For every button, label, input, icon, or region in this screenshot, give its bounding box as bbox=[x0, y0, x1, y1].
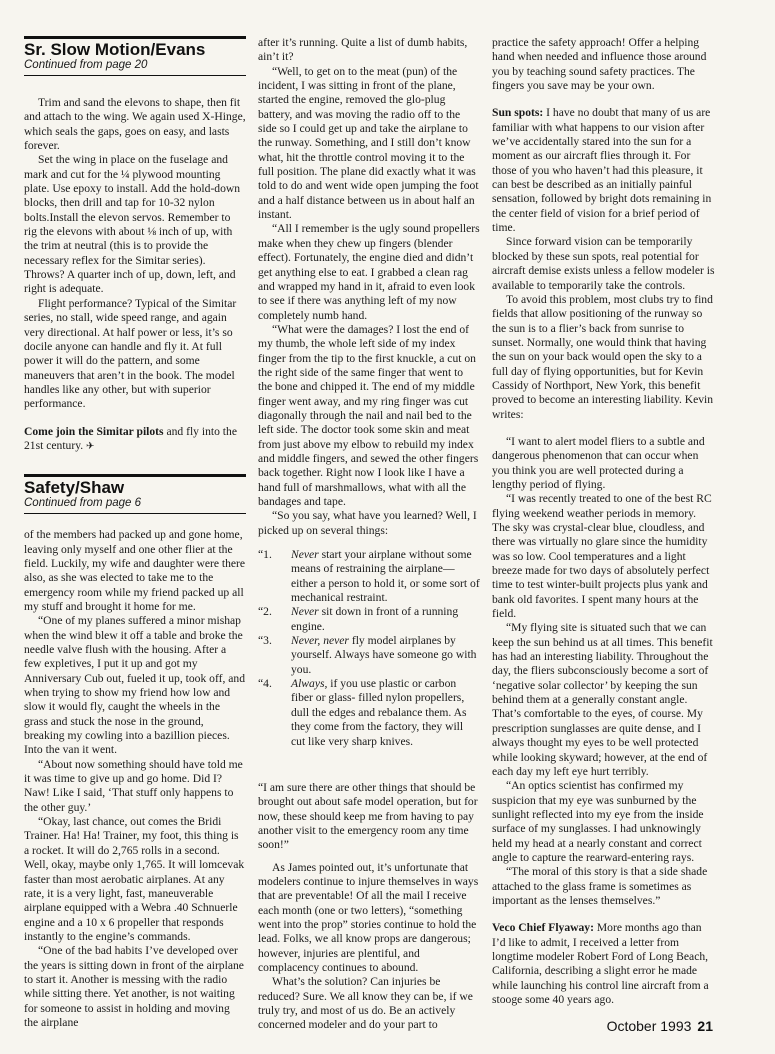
veco-text: More months ago than I’d like to admit, I received a letter from longtime modeler Robert Ford of Long Beach, California, describing a slight error he made while launching his control line aircraft from a stooge some 40 years ago. bbox=[492, 921, 709, 1006]
column-3 bbox=[492, 36, 716, 1007]
safety-list bbox=[258, 548, 480, 749]
issue-date: October 1993 bbox=[606, 1018, 692, 1034]
sun-paragraph: Since forward vision can be temporarily blocked by these sun spots, real potential for aircraft demise exists unless a fellow modeler is available to temporarily take the controls. bbox=[492, 235, 715, 292]
sun-spots-lead: Sun spots: bbox=[492, 106, 544, 120]
kevin-quote: “I want to alert model fliers to a subtle and dangerous phenomenon that can occur when you think you are well protected during a lengthy period of flying. bbox=[492, 434, 705, 491]
shaw-section-header bbox=[24, 474, 246, 514]
list-emphasis: Never bbox=[291, 605, 319, 619]
list-item bbox=[258, 548, 480, 605]
shaw-title: Safety/Shaw bbox=[24, 478, 125, 498]
kevin-quote: “I was recently treated to one of the best RC flying weekend weather periods in memory. The sky was crystal-clear blue, cloudless, and there was virtually no glare since the humidity was so low. Cool temperatures and a light breeze made for two days of absolutely perfect time to test winter-built projects plus yank and bank old favorites. I spent many hours at the field. bbox=[492, 492, 712, 621]
shaw-paragraph: “One of the bad habits I’ve developed over the years is sitting down in front of the airplane to start it. Another is messing with the radio while sitting there. Yet another, is not waiting for someone to assist in holding and moving the airplane bbox=[24, 944, 244, 1029]
shaw-paragraph: practice the safety approach! Offer a helping hand when needed and influence those around you by teaching sound safety practices. The fingers you save may be your own. bbox=[492, 36, 707, 93]
evans-paragraph: Trim and sand the elevons to shape, then fit and attach to the wing. We again used X-Hinge, which seals the gaps, goes on easy, and lasts forever. bbox=[24, 96, 246, 153]
shaw-paragraph: What’s the solution? Can injuries be reduced? Sure. We all know they can be, if we truly try, and most of us do. Be an actively concerned modeler and do your part to bbox=[258, 975, 473, 1032]
evans-paragraph: Set the wing in place on the fuselage and mark and cut for the ¼ plywood mounting plate. Use epoxy to install. Add the hold-down blocks, then drill and tap for 10-32 nylon bolts.Install the elevon servos. Remember to rig the elevons with about ⅛ inch of up, with the trim at neutral (this is to provide the necessary reflex for the Simitar series). Throws? A quarter inch of up, down, left, and right is adequate. bbox=[24, 153, 241, 296]
shaw-continued-line: Continued from page 6 bbox=[24, 497, 246, 514]
column-1 bbox=[24, 36, 246, 1030]
shaw-paragraph: “What were the damages? I lost the end of my thumb, the whole left side of my index finger from the tip to the first knuckle, a cut on the right side of the same finger that went to the bone and chipped it. The end of my middle finger went away, and my ring finger was cut diagonally through the nail and nail bed to the left side. The doctor took some skin and meat from just above my elbow to rebuild my index and middle fingers, and sewed the other fingers back together. Right now I look like I have a hand full of marshmallows, what with all the bandages and tape. bbox=[258, 322, 479, 508]
shaw-paragraph: “One of my planes suffered a minor mishap when the wind blew it off a table and broke the needle valve flush with the housing. After a few expletives, I put it up and got my Anniversary Cub out, fueled it up, took off, and when trying to show my friend how low and slow it would fly, caught the wheels in the grass and stuck the nose in the ground, breaking my cowling into a bazillion pieces. Into the van it went. bbox=[24, 614, 245, 757]
sun-spots-text: I have no doubt that many of us are familiar with what happens to our vision after we’ve accidentally stared into the sun for a moment as our aircraft flies through it. For those of you who haven’t had this pleasure, it can best be described as an initially painful sensation, followed by bright dots remaining in the center field of vision for a brief period of time. bbox=[492, 106, 712, 235]
shaw-paragraph: “Okay, last chance, out comes the Bridi Trainer. Ha! Ha! Trainer, my foot, this thing is a rocket. It will do 2,765 rolls in a second. Well, okay, maybe only 1,765. It will lomcevak faster than most aerobatic airplanes. At any rate, it is a very light, fast, maneuverable airplane equipped with a Webra .40 Schnuerle engine and a 10 x 6 propeller that responds instantly to the engine’s commands. bbox=[24, 815, 245, 943]
evans-closing bbox=[24, 425, 246, 455]
kevin-quote: “An optics scientist has confirmed my suspicion that my eye was sunburned by the sunlight reflected into my eye from the inside surface of my sunglasses. I had unknowingly held my head at a nearly constant and correct angle to capture the rearward-entering rays. bbox=[492, 779, 704, 864]
list-number: “1. bbox=[258, 548, 272, 562]
shaw-paragraph: “All I remember is the ugly sound propellers make when they chew up fingers (blender effect). Fortunately, the engine died and didn’t get anything else to eat. I grabbed a clean rag and wrapped my hand in it, afraid to even look to see if there was anything left of my now completely numb hand. bbox=[258, 222, 480, 322]
list-emphasis: Never bbox=[291, 548, 319, 562]
list-emphasis: Never, never bbox=[291, 634, 349, 648]
list-item bbox=[258, 677, 480, 749]
kevin-quote: “The moral of this story is that a side shade attached to the glass frame is sometimes as important as the lenses themselves.” bbox=[492, 865, 708, 907]
kevin-quote: “My flying site is situated such that we can keep the sun behind us at all times. This benefit has had an interesting liability. Throughout the day, the fliers subconsciously become a sort of ‘negative solar collector’ by keeping the sun behind them at a generally constant angle. That’s comfortable to the eyes, of course. My prescription sunglasses are quite dense, and I always thought my eyes to be well protected while looking skyward; however, at the end of each day my left eye hurt terribly. bbox=[492, 621, 713, 778]
list-text: if you use plastic or carbon fiber or glass- filled nylon propellers, dull the edges and rebalance them. As they come from the factory, they will cut like very sharp knives. bbox=[291, 677, 467, 748]
list-item bbox=[258, 605, 480, 634]
evans-paragraph: Flight performance? Typical of the Simitar series, no stall, wide speed range, and again very directional. At half power or less, it’s so docile anyone can handle and fly it. At full power it will do the pattern, and some maneuvers that aren’t in the book. The model handles like any other, but with superior performance. bbox=[24, 296, 237, 411]
list-text: fly model airplanes by yourself. Always have someone go with you. bbox=[291, 634, 477, 676]
list-text: start your airplane without some means of restraining the airplane—either a person to hold it, or some sort of mechanical restraint. bbox=[291, 548, 480, 605]
evans-closing-rest: and fly into the 21st century. bbox=[24, 424, 237, 452]
shaw-paragraph: As James pointed out, it’s unfortunate that modelers continue to injure themselves in ways that are preventable! Of all the mail I receive each month (one or two letters), “something went into the prop” stories continue to hold the lead. Folks, we all know props are dangerous; however, injuries are plentiful, and complacency continues to abound. bbox=[258, 860, 479, 974]
veco-paragraph bbox=[492, 921, 716, 1007]
shaw-paragraph: “About now something should have told me it was time to give up and go home. Did I? Naw! Like I said, ‘That stuff only happens to the other guy.’ bbox=[24, 757, 243, 814]
shaw-paragraph: “Well, to get on to the meat (pun) of the incident, I was sitting in front of the plane, started the engine, removed the glo-plug battery, and was moving the radio off to the side so I could get up and take the airplane to the runway. Something, and I still don’t know what, hit the throttle control moving it to the full position. The plane did exactly what it was told to do and went wide open jumping the foot and a half distance between us in about half an instant. bbox=[258, 64, 479, 222]
sun-spots-paragraph bbox=[492, 106, 716, 235]
plane-icon: ✈ bbox=[86, 440, 95, 452]
list-number: “3. bbox=[258, 634, 272, 648]
evans-title: Sr. Slow Motion/Evans bbox=[24, 40, 206, 59]
evans-closing-bold: Come join the Simitar pilots bbox=[24, 424, 164, 438]
evans-section-header bbox=[24, 36, 246, 76]
shaw-paragraph: after it’s running. Quite a list of dumb habits, ain’t it? bbox=[258, 36, 468, 64]
list-number: “2. bbox=[258, 605, 272, 619]
shaw-paragraph: “So you say, what have you learned? Well, I picked up on several things: bbox=[258, 509, 477, 537]
list-text: sit down in front of a running engine. bbox=[291, 605, 459, 633]
column-2 bbox=[258, 36, 480, 1033]
sun-paragraph: To avoid this problem, most clubs try to find fields that allow positioning of the runway so the sun is to a flier’s back from sunrise to sunset. Normally, one would think that having the sun on your back would open the sky to a full day of flying opportunities, but for Kevin Cassidy of Northport, New York, this benefit proved to become an interesting liability. Kevin writes: bbox=[492, 292, 714, 421]
evans-continued-line: Continued from page 20 bbox=[24, 59, 246, 76]
list-number: “4. bbox=[258, 677, 272, 691]
list-item bbox=[258, 634, 480, 677]
list-emphasis: Always, bbox=[291, 677, 328, 691]
shaw-paragraph: of the members had packed up and gone home, leaving only myself and one other flier at the field. Luckily, my wife and daughter were there also, as she was elected to take me to the emergency room while my friend packed up all my stuff and brought it home for me. bbox=[24, 528, 246, 613]
shaw-paragraph: “I am sure there are other things that should be brought out about safe model operation, but for now, these should keep me from having to pay another visit to the emergency room any time soon!” bbox=[258, 780, 478, 852]
page-footer bbox=[607, 1018, 713, 1034]
veco-lead: Veco Chief Flyaway: bbox=[492, 921, 594, 935]
page-number: 21 bbox=[697, 1018, 713, 1034]
